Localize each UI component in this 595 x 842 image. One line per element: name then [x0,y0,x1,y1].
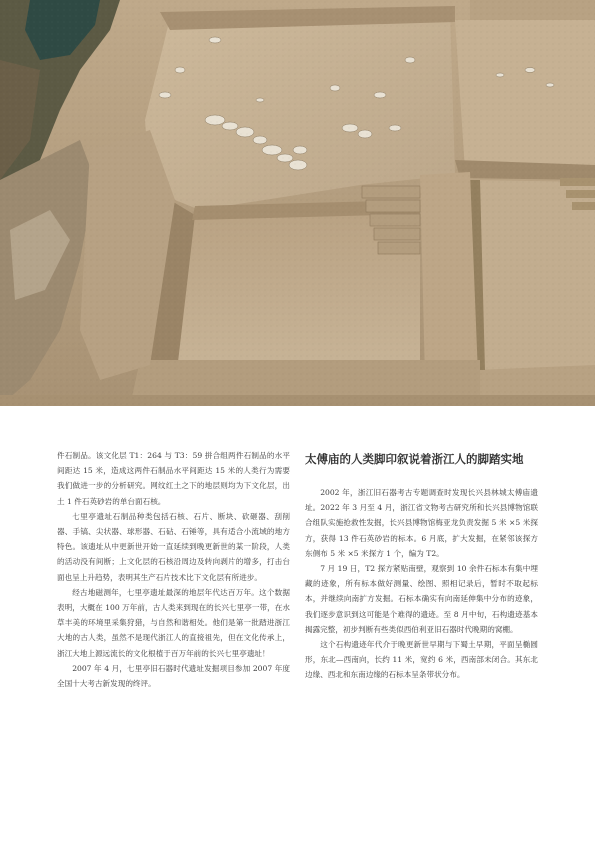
left-paragraph-3: 经古地磁测年，七里亭遗址最深的地层年代达百万年。这个数据表明，大概在 100 万年前，古人类来到现在的长兴七里亭一带，在水草丰美的环境里采集狩猎，与自然和谐相处。他们是第一批踏进浙江大地的古人类，虽然不是现代浙江人的直接祖先，但在文化传承上，浙江大地上源远流长的文化根植于百万年前的长兴七里亭遗址！ [57,587,290,658]
left-paragraph-4: 2007 年 4 月，七里亭旧石器时代遗址发掘项目参加 2007 年度全国十大考古新发现的终评。 [57,663,290,689]
right-paragraph-2: 7 月 19 日，T2 探方紧贴南壁，观察到 10 余件石标本有集中埋藏的迹象，所有标本做好测量、绘图、照相记录后，暂时不取起标本，并继续向南扩方发掘。石标本确实有向南延伸集中分布的迹象，我们逐步意识到这可能是个难得的遗迹。至 8 月中旬，石构遗迹基本揭露完整，初步判断有些类似西伯利亚旧石器时代晚期的窝棚。 [305,564,538,634]
section-title: 太傅庙的人类脚印叙说着浙江人的脚踏实地 [305,452,524,466]
left-paragraph-1: 件石制品。该文化层 T1：264 与 T3：59 拼合组两件石制品的水平间距达 15 米，造成这两件石制品水平间距达 15 米的人类行为需要我们做进一步的分析研究。网纹红土之下的地层则均为下文化层，出土 1 件石英砂岩的单台面石核。 [57,451,290,506]
excavation-photo [0,0,595,406]
left-text-column [57,448,290,691]
right-paragraph-1: 2002 年，浙江旧石器考古专题调查时发现长兴县林城太傅庙遗址。2022 年 3 月至 4 月，浙江省文物考古研究所和长兴县博物馆联合组队实施抢救性发掘，长兴县博物馆梅亚龙负责发掘 5 米 ×5 米探方，获得 13 件石英砂岩的标本。6 月底，扩大发掘，在紧邻该探方东侧布 5 米 ×5 米探方 1 个，编为 T2。 [305,488,538,558]
right-text-column [305,448,538,683]
right-paragraph-3: 这个石构遗迹年代介于晚更新世早期与下蜀土早期，平面呈椭圆形，东北—西南向，长约 11 米，宽约 6 米，西南部未闭合。其东北边缘、西北和东南边缘的石标本呈条带状分布。 [305,640,538,680]
left-paragraph-2: 七里亭遗址石制品种类包括石核、石片、断块、砍砸器、刮削器、手镐、尖状器、球形器、石砧、石锤等，具有适合小流域的地方特色。该遗址从中更新世开始一直延续到晚更新世的某一阶段，人类的活动没有间断；上文化层的石核沿周边及转向剥片的增多，打击台面也呈上升趋势，表明其生产石片技术比下文化层有所进步。 [57,511,290,582]
excavation-pit-image [0,0,595,406]
